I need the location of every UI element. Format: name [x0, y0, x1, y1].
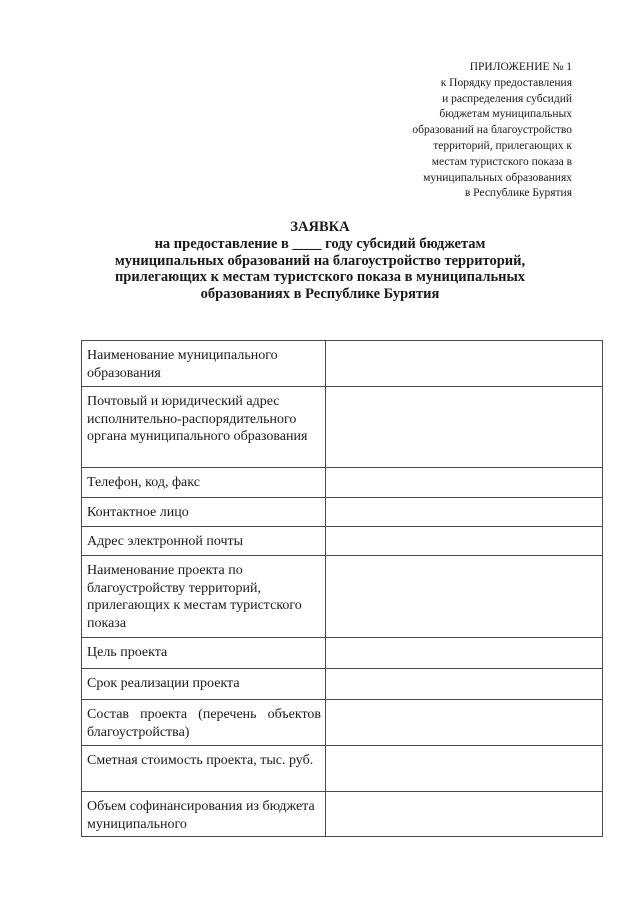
row-label: Контактное лицо: [82, 498, 326, 527]
appendix-line: местам туристского показа в: [431, 155, 572, 168]
table-row: [82, 341, 603, 387]
appendix-header: [312, 60, 572, 202]
table-row: [82, 638, 603, 669]
appendix-line: в Республике Бурятия: [464, 187, 572, 200]
row-value-cell[interactable]: [326, 468, 603, 498]
table-row: [82, 746, 603, 792]
row-value-cell[interactable]: [326, 498, 603, 527]
row-value-cell[interactable]: [326, 556, 603, 638]
row-label: Наименование проекта по благоустройству территорий, прилегающих к местам туристского показа: [82, 556, 326, 638]
row-value-cell[interactable]: [326, 792, 603, 837]
row-label: Почтовый и юридический адрес исполнительно-распорядительного органа муниципального образования: [82, 387, 326, 468]
row-label: Срок реализации проекта: [82, 669, 326, 700]
appendix-line: муниципальных образованиях: [423, 171, 572, 184]
document-title: [0, 219, 640, 303]
row-value-cell[interactable]: [326, 700, 603, 746]
appendix-line: территорий, прилегающих к: [433, 139, 572, 152]
row-label: Цель проекта: [82, 638, 326, 669]
title-line: прилегающих к местам туристского показа в муниципальных: [114, 269, 526, 286]
appendix-line: и распределения субсидий: [442, 92, 572, 105]
table-row: [82, 700, 603, 746]
appendix-line: к Порядку предоставления: [440, 76, 572, 89]
row-value-cell[interactable]: [326, 341, 603, 387]
table-row: [82, 468, 603, 498]
appendix-title: ПРИЛОЖЕНИЕ № 1: [469, 61, 572, 73]
title-line: на предоставление в ____ году субсидий бюджетам: [154, 235, 486, 252]
title-heading: ЗАЯВКА: [290, 219, 350, 235]
row-label: Объем софинансирования из бюджета муниципального: [82, 792, 326, 837]
table-row: [82, 527, 603, 556]
row-label: Наименование муниципального образования: [82, 341, 326, 387]
row-label: Адрес электронной почты: [82, 527, 326, 556]
table-row: [82, 556, 603, 638]
table-row: [82, 498, 603, 527]
appendix-line: бюджетам муниципальных: [439, 108, 572, 121]
title-line: образованиях в Республике Бурятия: [200, 286, 440, 303]
table-row: [82, 669, 603, 700]
row-value-cell[interactable]: [326, 746, 603, 792]
row-value-cell[interactable]: [326, 387, 603, 468]
appendix-line: образований на благоустройство: [412, 124, 572, 137]
row-value-cell[interactable]: [326, 669, 603, 700]
title-line: муниципальных образований на благоустройство территорий,: [114, 252, 526, 269]
row-label: Сметная стоимость проекта, тыс. руб.: [82, 746, 326, 792]
table-row: [82, 792, 603, 837]
table-row: [82, 387, 603, 468]
row-value-cell[interactable]: [326, 638, 603, 669]
application-form-table: [81, 340, 603, 837]
row-value-cell[interactable]: [326, 527, 603, 556]
row-label: Телефон, код, факс: [82, 468, 326, 498]
row-label: Состав проекта (перечень объектов благоустройства): [82, 700, 326, 746]
